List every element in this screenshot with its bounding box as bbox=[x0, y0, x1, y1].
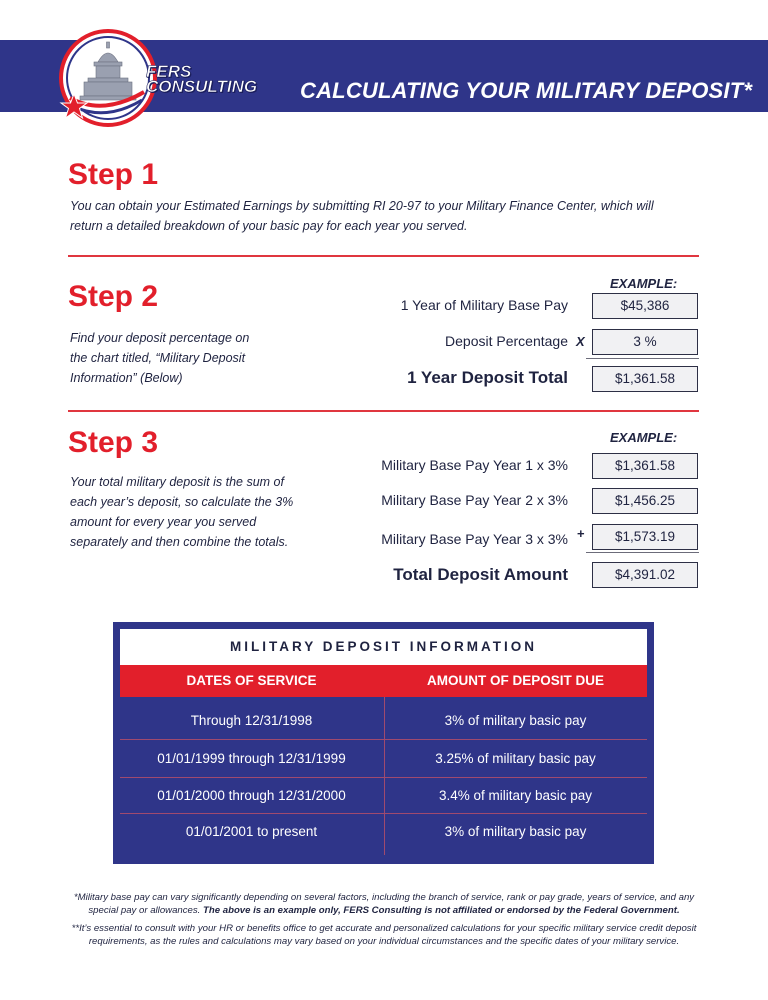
step2-title: Step 2 bbox=[68, 280, 159, 313]
step2-row-value: $45,386 bbox=[592, 293, 698, 319]
step3-description-line: separately and then combine the totals. bbox=[70, 535, 289, 549]
column-header-dates: DATES OF SERVICE bbox=[186, 673, 317, 688]
divider bbox=[68, 410, 699, 412]
step1-description-line: return a detailed breakdown of your basic pay for each year you served. bbox=[70, 219, 468, 233]
logo-word-consulting: CONSULTING bbox=[146, 77, 258, 96]
table-cell-amount: 3.4% of military basic pay bbox=[438, 788, 593, 803]
step2-description-line: the chart titled, “Military Deposit bbox=[70, 351, 246, 365]
step3-description-line: each year’s deposit, so calculate the 3% bbox=[70, 495, 294, 509]
divider bbox=[68, 255, 699, 257]
step3-row-value: $1,361.58 bbox=[592, 453, 698, 479]
step1-description bbox=[70, 196, 654, 236]
step2-example-label: EXAMPLE: bbox=[610, 276, 678, 291]
column-separator bbox=[384, 697, 385, 855]
footnote-2 bbox=[40, 922, 728, 948]
step3-description-line: Your total military deposit is the sum of bbox=[70, 475, 284, 489]
step3-row-value: $1,573.19 bbox=[592, 524, 698, 550]
step2-row-label bbox=[445, 333, 568, 349]
step3-description bbox=[70, 472, 293, 552]
table-cell-amount: 3% of military basic pay bbox=[444, 713, 587, 728]
plus-operator: + bbox=[577, 526, 585, 541]
step2-total-value: $1,361.58 bbox=[592, 366, 698, 392]
table-cell-dates: 01/01/2000 through 12/31/2000 bbox=[157, 788, 346, 803]
step3-description-line: amount for every year you served bbox=[70, 515, 257, 529]
footnote-2-line: requirements, as the rules and calculations may vary based on your individual circumstances and the specific dates of your military service. bbox=[88, 936, 680, 947]
table-cell-amount: 3% of military basic pay bbox=[444, 824, 587, 839]
column-header-amount: AMOUNT OF DEPOSIT DUE bbox=[426, 673, 604, 688]
sum-underline bbox=[586, 552, 699, 553]
step3-example-label: EXAMPLE: bbox=[610, 430, 678, 445]
table-header-row bbox=[120, 665, 647, 697]
step2-total-label: 1 Year Deposit Total bbox=[407, 368, 568, 387]
table-title: MILITARY DEPOSIT INFORMATION bbox=[120, 629, 647, 665]
table-cell-dates: Through 12/31/1998 bbox=[190, 713, 313, 728]
step2-row-label: 1 Year of Military Base Pay bbox=[400, 297, 568, 313]
step2-row-value: 3 % bbox=[592, 329, 698, 355]
step3-row-value: $1,456.25 bbox=[592, 488, 698, 514]
step2-description-line: Find your deposit percentage on bbox=[70, 331, 250, 345]
step3-total-value: $4,391.02 bbox=[592, 562, 698, 588]
sum-underline bbox=[586, 358, 699, 359]
fers-consulting-logo bbox=[58, 28, 158, 128]
step3-row-label: Military Base Pay Year 2 x 3% bbox=[381, 492, 568, 508]
footnote-1-line bbox=[40, 904, 728, 917]
footnote-2-line: **It’s essential to consult with your HR or benefits office to get accurate and personalized calculations for your specific military service credit deposit bbox=[71, 923, 697, 934]
step3-row-label: Military Base Pay Year 1 x 3% bbox=[381, 457, 568, 473]
step2-row-label-text: Deposit Percentage bbox=[445, 333, 568, 349]
footnote-1-line: *Military base pay can vary significantly depending on several factors, including the branch of service, rank or pay grade, years of service, and any bbox=[73, 892, 695, 903]
footnote-1-text: special pay or allowances. bbox=[88, 905, 201, 916]
step2-description bbox=[70, 328, 249, 388]
footnote-1 bbox=[40, 891, 728, 917]
step3-row-label: Military Base Pay Year 3 x 3% bbox=[381, 531, 568, 547]
step3-total-label: Total Deposit Amount bbox=[393, 565, 568, 584]
page-title: CALCULATING YOUR MILITARY DEPOSIT* bbox=[300, 78, 753, 103]
table-cell-dates: 01/01/1999 through 12/31/1999 bbox=[157, 751, 346, 766]
table-cell-dates: 01/01/2001 to present bbox=[185, 824, 318, 839]
step1-title: Step 1 bbox=[68, 158, 159, 191]
logo-word-fers: FERS bbox=[146, 62, 192, 81]
logo-wordmark bbox=[146, 64, 257, 94]
table-cell-amount: 3.25% of military basic pay bbox=[435, 751, 596, 766]
step1-description-line: You can obtain your Estimated Earnings by submitting RI 20-97 to your Military Finance Center, which will bbox=[70, 199, 654, 213]
step3-title: Step 3 bbox=[68, 426, 159, 459]
footnote-1-disclaimer: The above is an example only, FERS Consulting is not affiliated or endorsed by the Federal Government. bbox=[203, 905, 680, 916]
multiply-operator: X bbox=[576, 334, 585, 349]
step2-description-line: Information” (Below) bbox=[70, 371, 183, 385]
